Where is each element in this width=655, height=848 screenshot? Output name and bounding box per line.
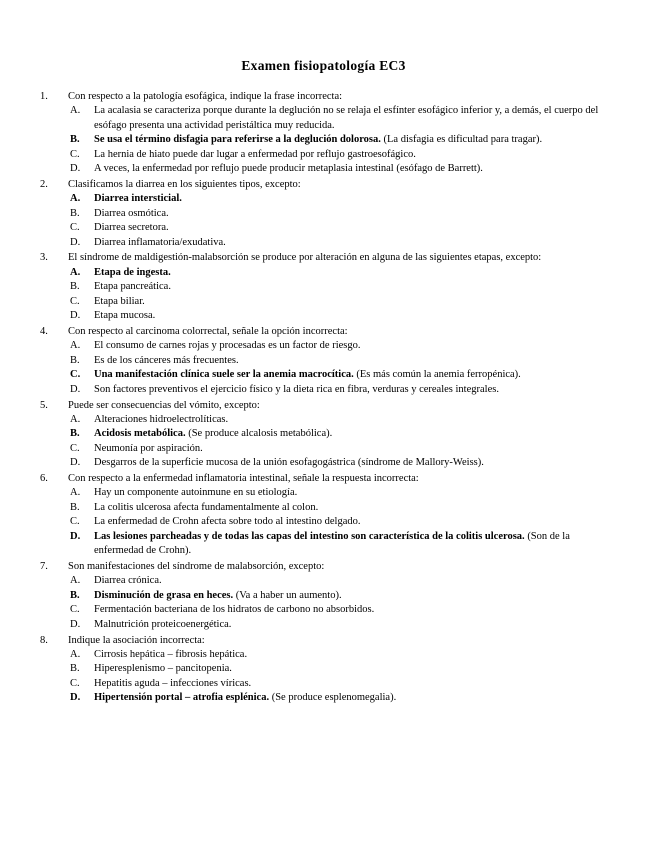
option-text — [94, 280, 609, 294]
option-letter: A. — [70, 413, 81, 425]
option-text — [94, 691, 609, 705]
option-text-emphasis: Etapa de ingesta. — [94, 266, 171, 278]
option-text-emphasis: Se usa el término disfagia para referirse a la deglución dolorosa. — [94, 134, 381, 146]
option-text — [94, 339, 609, 353]
option-item[interactable] — [68, 691, 609, 705]
option-text-rest: Etapa mucosa. — [94, 310, 156, 322]
option-item[interactable] — [68, 383, 609, 397]
option-text — [94, 648, 609, 662]
option-letter: C. — [70, 604, 80, 616]
option-text-rest: Alteraciones hidroelectrolíticas. — [94, 413, 229, 425]
option-text — [94, 618, 609, 632]
question-number: 7. — [40, 561, 48, 572]
option-letter: A. — [70, 648, 81, 660]
option-text-rest: Fermentación bacteriana de los hidratos de carbono no absorbidos. — [94, 604, 375, 616]
page-title: Examen fisiopatología EC3 — [241, 58, 406, 73]
option-item[interactable] — [68, 603, 609, 617]
option-item[interactable] — [68, 442, 609, 456]
question-number: 3. — [40, 252, 48, 264]
option-item[interactable] — [68, 280, 609, 294]
option-item[interactable] — [68, 266, 609, 280]
option-letter: D. — [70, 236, 81, 248]
option-letter: D. — [70, 310, 81, 322]
option-letter: B. — [70, 589, 80, 601]
option-item[interactable] — [68, 574, 609, 588]
option-letter: D. — [70, 530, 81, 542]
option-letter: A. — [70, 487, 81, 499]
option-text — [94, 486, 609, 500]
question-number: 6. — [40, 473, 48, 485]
option-item[interactable] — [68, 427, 609, 441]
option-letter: A. — [70, 266, 81, 278]
option-text — [94, 589, 609, 603]
question-text: Con respecto a la patología esofágica, indique la frase incorrecta: — [68, 91, 343, 102]
question-text: Son manifestaciones del síndrome de malabsorción, excepto: — [68, 561, 325, 572]
option-letter: C. — [70, 442, 80, 454]
option-item[interactable] — [68, 221, 609, 235]
question-text: Con respecto al carcinoma colorrectal, señale la opción incorrecta: — [68, 326, 348, 337]
option-list — [68, 104, 609, 176]
option-text — [94, 266, 609, 280]
option-text-rest: Son factores preventivos el ejercicio físico y la dieta rica en fibra, verduras y cereales integrales. — [94, 383, 499, 395]
option-text — [94, 677, 609, 691]
option-text-rest: La hernia de hiato puede dar lugar a enfermedad por reflujo gastroesofágico. — [94, 148, 416, 160]
option-list — [68, 339, 609, 397]
option-item[interactable] — [68, 354, 609, 368]
option-letter: D. — [70, 618, 81, 630]
option-item[interactable] — [68, 368, 609, 382]
option-item[interactable] — [68, 192, 609, 206]
option-text-rest: Hiperesplenismo – pancitopenia. — [94, 663, 232, 675]
option-text-rest: (Es más común la anemia ferropénica). — [353, 369, 521, 381]
option-letter: C. — [70, 148, 80, 160]
option-letter: B. — [70, 207, 80, 219]
option-text — [94, 309, 609, 323]
option-letter: B. — [70, 134, 80, 146]
option-letter: A. — [70, 575, 81, 587]
option-text — [94, 383, 609, 397]
option-text-rest: Hay un componente autoinmune en su etiología. — [94, 487, 298, 499]
option-item[interactable] — [68, 148, 609, 162]
option-item[interactable] — [68, 295, 609, 309]
option-item[interactable] — [68, 486, 609, 500]
option-letter: C. — [70, 369, 81, 381]
option-text — [94, 456, 609, 470]
option-text-emphasis: Hipertensión portal – atrofia esplénica. — [94, 692, 270, 704]
question-number: 1. — [40, 91, 48, 102]
option-list — [68, 266, 609, 324]
option-item[interactable] — [68, 339, 609, 353]
question-number: 2. — [40, 178, 48, 190]
option-item[interactable] — [68, 662, 609, 676]
question-text: Con respecto a la enfermedad inflamatoria intestinal, señale la respuesta incorrecta: — [68, 473, 419, 485]
option-list — [68, 574, 609, 632]
option-text-rest: Hepatitis aguda – infecciones víricas. — [94, 677, 252, 689]
option-letter: B. — [70, 354, 80, 366]
option-letter: D. — [70, 383, 81, 395]
option-text-rest: El consumo de carnes rojas y procesadas es un factor de riesgo. — [94, 340, 361, 352]
option-text — [94, 413, 609, 427]
option-text — [94, 501, 609, 515]
option-text-rest: Diarrea crónica. — [94, 575, 162, 587]
option-item[interactable] — [68, 456, 609, 470]
option-letter: A. — [70, 193, 81, 205]
option-text — [94, 354, 609, 368]
question-number: 8. — [40, 634, 48, 646]
option-text — [94, 207, 609, 221]
option-item[interactable] — [68, 618, 609, 632]
option-letter: D. — [70, 457, 81, 469]
option-text-rest: Es de los cánceres más frecuentes. — [94, 354, 239, 366]
option-letter: D. — [70, 692, 81, 704]
option-text-rest: Desgarros de la superficie mucosa de la unión esofagogástrica (síndrome de Mallory-Weiss). — [94, 457, 484, 469]
option-item[interactable] — [68, 515, 609, 529]
question-number: 5. — [40, 399, 48, 411]
option-text-rest: La colitis ulcerosa afecta fundamentalmente al colon. — [94, 501, 319, 513]
option-text-rest: La acalasia se caracteriza porque durante la deglución no se relaja el esfínter esofágico inferior y, a demás, el cuerpo del esófago presenta una actividad peristáltica muy reducida. — [94, 105, 599, 131]
option-letter: B. — [70, 663, 80, 675]
option-list — [68, 648, 609, 706]
option-list — [68, 486, 609, 558]
option-text-emphasis: Acidosis metabólica. — [94, 428, 186, 440]
option-letter: B. — [70, 281, 80, 293]
option-text — [94, 515, 609, 529]
option-text-emphasis: Las lesiones parcheadas y de todas las capas del intestino son característica de la colitis ulcerosa. — [94, 530, 525, 542]
question-item — [38, 399, 609, 471]
option-text-rest: Diarrea osmótica. — [94, 207, 169, 219]
option-text — [94, 368, 609, 382]
option-text-rest: (Son de la enfermedad de Crohn). — [94, 530, 570, 557]
option-text — [94, 221, 609, 235]
question-number: 4. — [40, 326, 48, 337]
question-item — [38, 325, 609, 397]
option-text-rest: Cirrosis hepática – fibrosis hepática. — [94, 648, 248, 660]
option-text — [94, 295, 609, 309]
option-letter: A. — [70, 340, 81, 352]
option-text-rest: La enfermedad de Crohn afecta sobre todo al intestino delgado. — [94, 516, 361, 528]
option-text — [94, 442, 609, 456]
option-text-rest: Neumonía por aspiración. — [94, 442, 203, 454]
option-text-rest: (Se produce esplenomegalia). — [269, 692, 397, 704]
question-item — [38, 560, 609, 632]
option-item[interactable] — [68, 207, 609, 221]
option-text — [94, 530, 609, 559]
option-text — [94, 104, 609, 133]
option-letter: C. — [70, 677, 80, 689]
option-text — [94, 662, 609, 676]
option-text-emphasis: Diarrea intersticial. — [94, 193, 182, 205]
option-text-emphasis: Disminución de grasa en heces. — [94, 589, 234, 601]
option-letter: A. — [70, 105, 81, 117]
option-text-rest: (Va a haber un aumento). — [233, 589, 342, 601]
option-letter: C. — [70, 516, 80, 528]
option-text-rest: Etapa biliar. — [94, 295, 145, 307]
option-letter: C. — [70, 222, 80, 234]
question-item — [38, 472, 609, 558]
option-text — [94, 133, 609, 147]
option-text — [94, 574, 609, 588]
option-item[interactable] — [68, 104, 609, 133]
option-item[interactable] — [68, 162, 609, 176]
option-list — [68, 413, 609, 471]
option-text — [94, 192, 609, 206]
option-text — [94, 427, 609, 441]
option-letter: B. — [70, 501, 80, 513]
option-text-rest: Etapa pancreática. — [94, 281, 171, 293]
option-text-rest: (La disfagia es dificultad para tragar). — [380, 134, 543, 146]
option-item[interactable] — [68, 589, 609, 603]
option-text-rest: Diarrea inflamatoria/exudativa. — [94, 236, 226, 248]
question-item — [38, 251, 609, 323]
option-item[interactable] — [68, 133, 609, 147]
option-text-rest: Diarrea secretora. — [94, 222, 169, 234]
option-letter: B. — [70, 428, 80, 440]
option-text-rest: Malnutrición proteicoenergética. — [94, 618, 232, 630]
option-item[interactable] — [68, 530, 609, 559]
option-item[interactable] — [68, 501, 609, 515]
question-item — [38, 634, 609, 706]
option-text — [94, 236, 609, 250]
option-item[interactable] — [68, 309, 609, 323]
question-text: Clasificamos la diarrea en los siguientes tipos, excepto: — [68, 178, 301, 190]
option-text — [94, 162, 609, 176]
option-text-rest: (Se produce alcalosis metabólica). — [185, 428, 333, 440]
question-item — [38, 178, 609, 250]
option-text-rest: A veces, la enfermedad por reflujo puede producir metaplasia intestinal (esófago de Barrett). — [94, 163, 483, 175]
option-text-emphasis: Una manifestación clínica suele ser la anemia macrocítica. — [94, 369, 354, 381]
option-text — [94, 603, 609, 617]
option-letter: D. — [70, 163, 81, 175]
question-item — [38, 90, 609, 176]
question-text: El síndrome de maldigestión-malabsorción se produce por alteración en alguna de las siguientes etapas, excepto: — [68, 252, 542, 264]
question-list — [38, 90, 609, 706]
question-text: Indique la asociación incorrecta: — [68, 634, 205, 646]
option-item[interactable] — [68, 236, 609, 250]
option-text — [94, 148, 609, 162]
question-text: Puede ser consecuencias del vómito, excepto: — [68, 399, 260, 411]
option-list — [68, 192, 609, 250]
option-letter: C. — [70, 295, 80, 307]
option-item[interactable] — [68, 677, 609, 691]
option-item[interactable] — [68, 413, 609, 427]
option-item[interactable] — [68, 648, 609, 662]
